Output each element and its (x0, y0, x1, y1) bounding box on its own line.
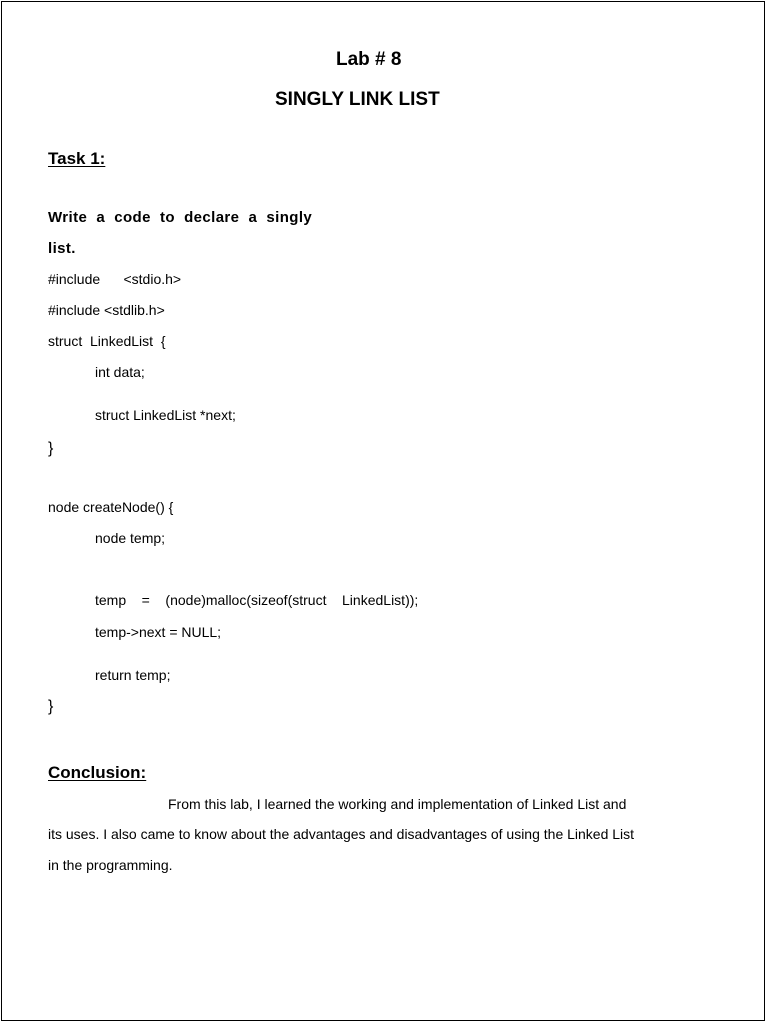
code-line-node-temp: node temp; (95, 530, 166, 546)
doc-subtitle: SINGLY LINK LIST (275, 89, 440, 110)
task-prompt-line: Write a code to declare a singly (48, 209, 313, 226)
code-line-struct-close: } (48, 440, 54, 457)
code-line-next-pointer: struct LinkedList *next; (95, 407, 236, 423)
task-prompt-line: list. (48, 240, 76, 257)
code-line-int-data: int data; (95, 364, 145, 380)
conclusion-line: From this lab, I learned the working and implementation of Linked List and (168, 796, 627, 812)
conclusion-heading: Conclusion: (48, 763, 147, 782)
code-line-return: return temp; (95, 667, 171, 683)
code-line-struct-open: struct LinkedList { (48, 333, 166, 349)
conclusion-line: in the programming. (48, 857, 173, 873)
code-line-include-stdlib: #include <stdlib.h> (48, 302, 165, 318)
code-line-next-null: temp->next = NULL; (95, 624, 222, 640)
doc-title: Lab # 8 (336, 49, 402, 70)
code-line-function-close: } (48, 698, 54, 715)
code-line-create-node: node createNode() { (48, 499, 174, 515)
code-line-malloc: temp = (node)malloc(sizeof(struct LinkedList)); (95, 592, 419, 608)
task-heading: Task 1: (48, 149, 106, 168)
conclusion-line: its uses. I also came to know about the advantages and disadvantages of using the Linked List (48, 826, 635, 842)
code-line-include-stdio: #include <stdio.h> (48, 271, 182, 287)
